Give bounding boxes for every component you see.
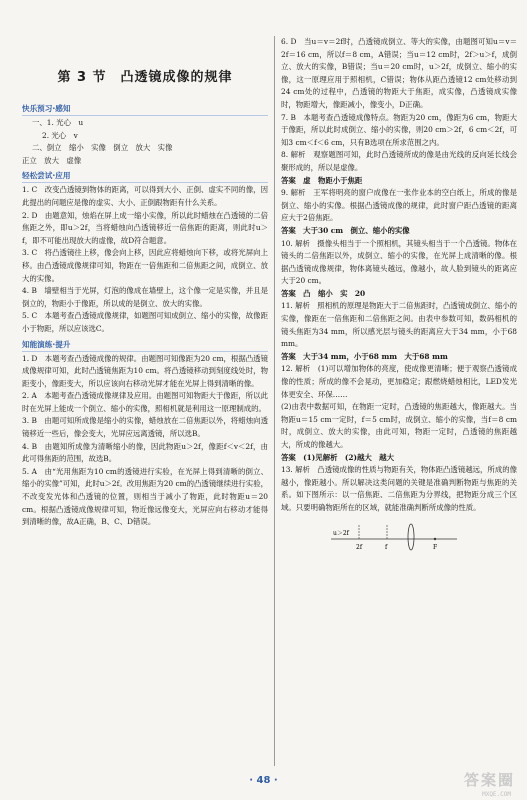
answer-paragraph: 13. 解析 凸透镜成像的性质与物距有关，物体距凸透镜越远，所成的像越小，像距越小。所以解决这类问题的关键是准确判断物距与焦距的关系。如下图所示：以一倍焦距、二倍焦距为分界线，把物距分成三个区域。只要明确物距所在的区域，就能准确判断所成像的性质。: [281, 465, 517, 512]
answer-paragraph: 2. D 由题意知，烛焰在屏上成一缩小实像，所以此时蜡烛在凸透镜的二倍焦距之外，即u＞2f，当将蜡烛向凸透镜移近一倍焦距的距离，则此时u＞f，即不可能出现放大的虚像，故D符合题意。: [22, 210, 268, 245]
right-column: [281, 36, 517, 553]
label-2f: 2f: [356, 543, 363, 551]
answer-paragraph: 3. B 由题可知所成像是缩小的实像，蜡烛放在二倍焦距以外，将蜡烛向透镜移近一些后，像会变大，光屏应远离透镜，所以选B。: [22, 416, 268, 439]
subheading-preview: 快乐预习·感知: [22, 103, 268, 116]
label-u-gt-2f: u＞2f: [333, 529, 349, 537]
answer-paragraph: (2)由表中数据可知，在物距一定时，凸透镜的焦距越大，像距越大。当物距u＝15 cm一定时，f＝5 cm时，成倒立、缩小的实像，当f＝8 cm时，成倒立、放大的实像，由此可知，物距一定时，凸透镜的焦距越大，所成的像越大。: [281, 402, 517, 449]
answer-paragraph: 5. A 由“光用焦距为10 cm的透镜进行实验，在光屏上得到清晰的倒立、缩小的实像”可知，此时u＞2f。改用焦距为20 cm的凸透镜继续进行实验，不改变发光体和凸透镜的位置，则相当于减小了物距，此时物距u＝20 cm。根据凸透镜成像规律可知，物近像远像变大，光屏应向右移动才能得到清晰的像，故A正确，B、C、D错误。: [22, 466, 268, 527]
column-divider: [274, 36, 275, 766]
section-title: 第 3 节 凸透镜成像的规律: [57, 70, 233, 85]
answer-line: 答案 凸 缩小 实 20: [281, 288, 366, 298]
lens-diagram-svg: [329, 519, 459, 553]
answer-line: 答案 大于30 cm 倒立、缩小的实像: [281, 225, 410, 235]
label-F: F: [433, 543, 438, 551]
answer-paragraph: 11. 解析 照相机的原理是物距大于二倍焦距时，凸透镜成倒立、缩小的实像，像距在一倍焦距和二倍焦距之间。由表中参数可知，数码相机的镜头焦距为34 mm，所以感光层与镜头的距离应大于34 mm，小于68 mm。: [281, 301, 517, 349]
preview-line: 一、1. 光心 u: [32, 118, 84, 127]
label-f: f: [385, 543, 388, 551]
answer-paragraph: 10. 解析 摄像头相当于一个照相机，其镜头相当于一个凸透镜。物体在镜头的二倍焦距以外，成倒立、缩小的实像，在光屏上成清晰的像。根据凸透镜成像规律，物体离镜头越远，像越小，故人脸到镜头的距离应大于20 cm。: [281, 238, 517, 286]
answer-paragraph: 1. D 本题考查凸透镜成像的规律。由题图可知像距为20 cm，根据凸透镜成像规律可知，此时凸透镜焦距为10 cm。将凸透镜移动到刻度线处时，物距变小，像距变大，所以应该向右移动光屏才能在光屏上得到清晰的像。: [22, 353, 268, 388]
convex-lens: [408, 524, 414, 550]
lens-diagram: [281, 519, 517, 553]
preview-line: 正立 放大 虚像: [22, 155, 82, 165]
answer-paragraph: 6. D 当u＝v＝2f时，凸透镜成倒立、等大的实像，由题图可知u＝v＝2f＝16 cm，所以f＝8 cm，A错误；当u＝12 cm时，2f＞u＞f，成倒立、放大的实像，B错误；当u＝20 cm时，u＞2f，成倒立、缩小的实像，这一原理应用于照相机，C错误；物体从距凸透镜12 cm处移动到24 cm处的过程中，凸透镜的物距大于焦距，成实像，凸透镜成实像时，物距增大，像距减小，像变小，D正确。: [281, 37, 517, 109]
focal-point: [434, 537, 436, 539]
preview-line: 2. 光心 v: [42, 130, 78, 140]
watermark: 答案圈: [463, 771, 515, 789]
answer-paragraph: 8. 解析 观察题图可知，此时凸透镜所成的像是由光线的反向延长线会聚形成的，所以是虚像。: [281, 150, 517, 172]
answer-line: 答案 虚 物距小于焦距: [281, 175, 363, 185]
left-column: [22, 36, 268, 529]
answer-line: 答案 大于34 mm，小于68 mm 大于68 mm: [281, 351, 448, 361]
preview-line: 二、倒立 缩小 实像 倒立 放大 实像: [32, 143, 173, 153]
answer-paragraph: 12. 解析 (1)可以增加物体的亮度，使成像更清晰；便于观察凸透镜成像的性质；所成的像不会晃动，更加稳定；跟燃烧蜡烛相比，LED发光体更安全、环保……: [281, 364, 517, 399]
answer-paragraph: 4. B 由题知所成像为清晰缩小的像，因此物距u＞2f，像距f＜v＜2f，由此可得焦距的范围，故选B。: [22, 441, 268, 464]
subheading-practice: 知能演练·提升: [22, 339, 268, 352]
answer-paragraph: 4. B 墙壁相当于光屏，灯泡的像成在墙壁上，这个像一定是实像，并且是倒立的，物距小于像距，所以成的是倒立、放大的实像。: [22, 286, 268, 308]
answer-paragraph: 9. 解析 王军将明亮的窗户成像在一张作业本的空白纸上，所成的像是倒立、缩小的实像。根据凸透镜成像的规律，此时窗户距凸透镜的距离应大于2倍焦距。: [281, 188, 517, 223]
subheading-try: 轻松尝试·应用: [22, 170, 268, 183]
answer-paragraph: 1. C 改变凸透镜到物体的距离，可以得到大小、正倒、虚实不同的像，因此提出的问题应是像的虚实、大小、正倒跟物距有什么关系。: [22, 185, 268, 207]
answer-paragraph: 5. C 本题考查凸透镜成像规律，如题图可知成倒立、缩小的实像，故像距小于物距，所以应该选C。: [22, 311, 268, 333]
page-number: · 48 ·: [249, 775, 278, 786]
watermark-url: MXQE.COM: [482, 791, 511, 798]
answer-paragraph: 7. B 本题考查凸透镜成像特点。物距为20 cm，像距为6 cm，物距大于像距，所以此时成倒立、缩小的实像，则20 cm＞2f，6 cm＜2f，可知3 cm＜f＜6 cm，只有B选项在所求范围之内。: [281, 112, 517, 147]
answer-paragraph: 2. A 本题考查凸透镜成像规律及应用。由题图可知物距大于像距，所以此时在光屏上能成一个倒立、缩小的实像，照相机就是利用这一原理制成的。: [22, 391, 268, 413]
answer-paragraph: 3. C 将凸透镜往上移，像会向上移，因此应将蜡烛向下移，或将光屏向上移。由凸透镜成像规律可知，物距在一倍焦距和二倍焦距之间，成倒立、放大的实像。: [22, 248, 268, 283]
answer-line: 答案 (1)见解析 (2)越大 越大: [281, 452, 394, 462]
